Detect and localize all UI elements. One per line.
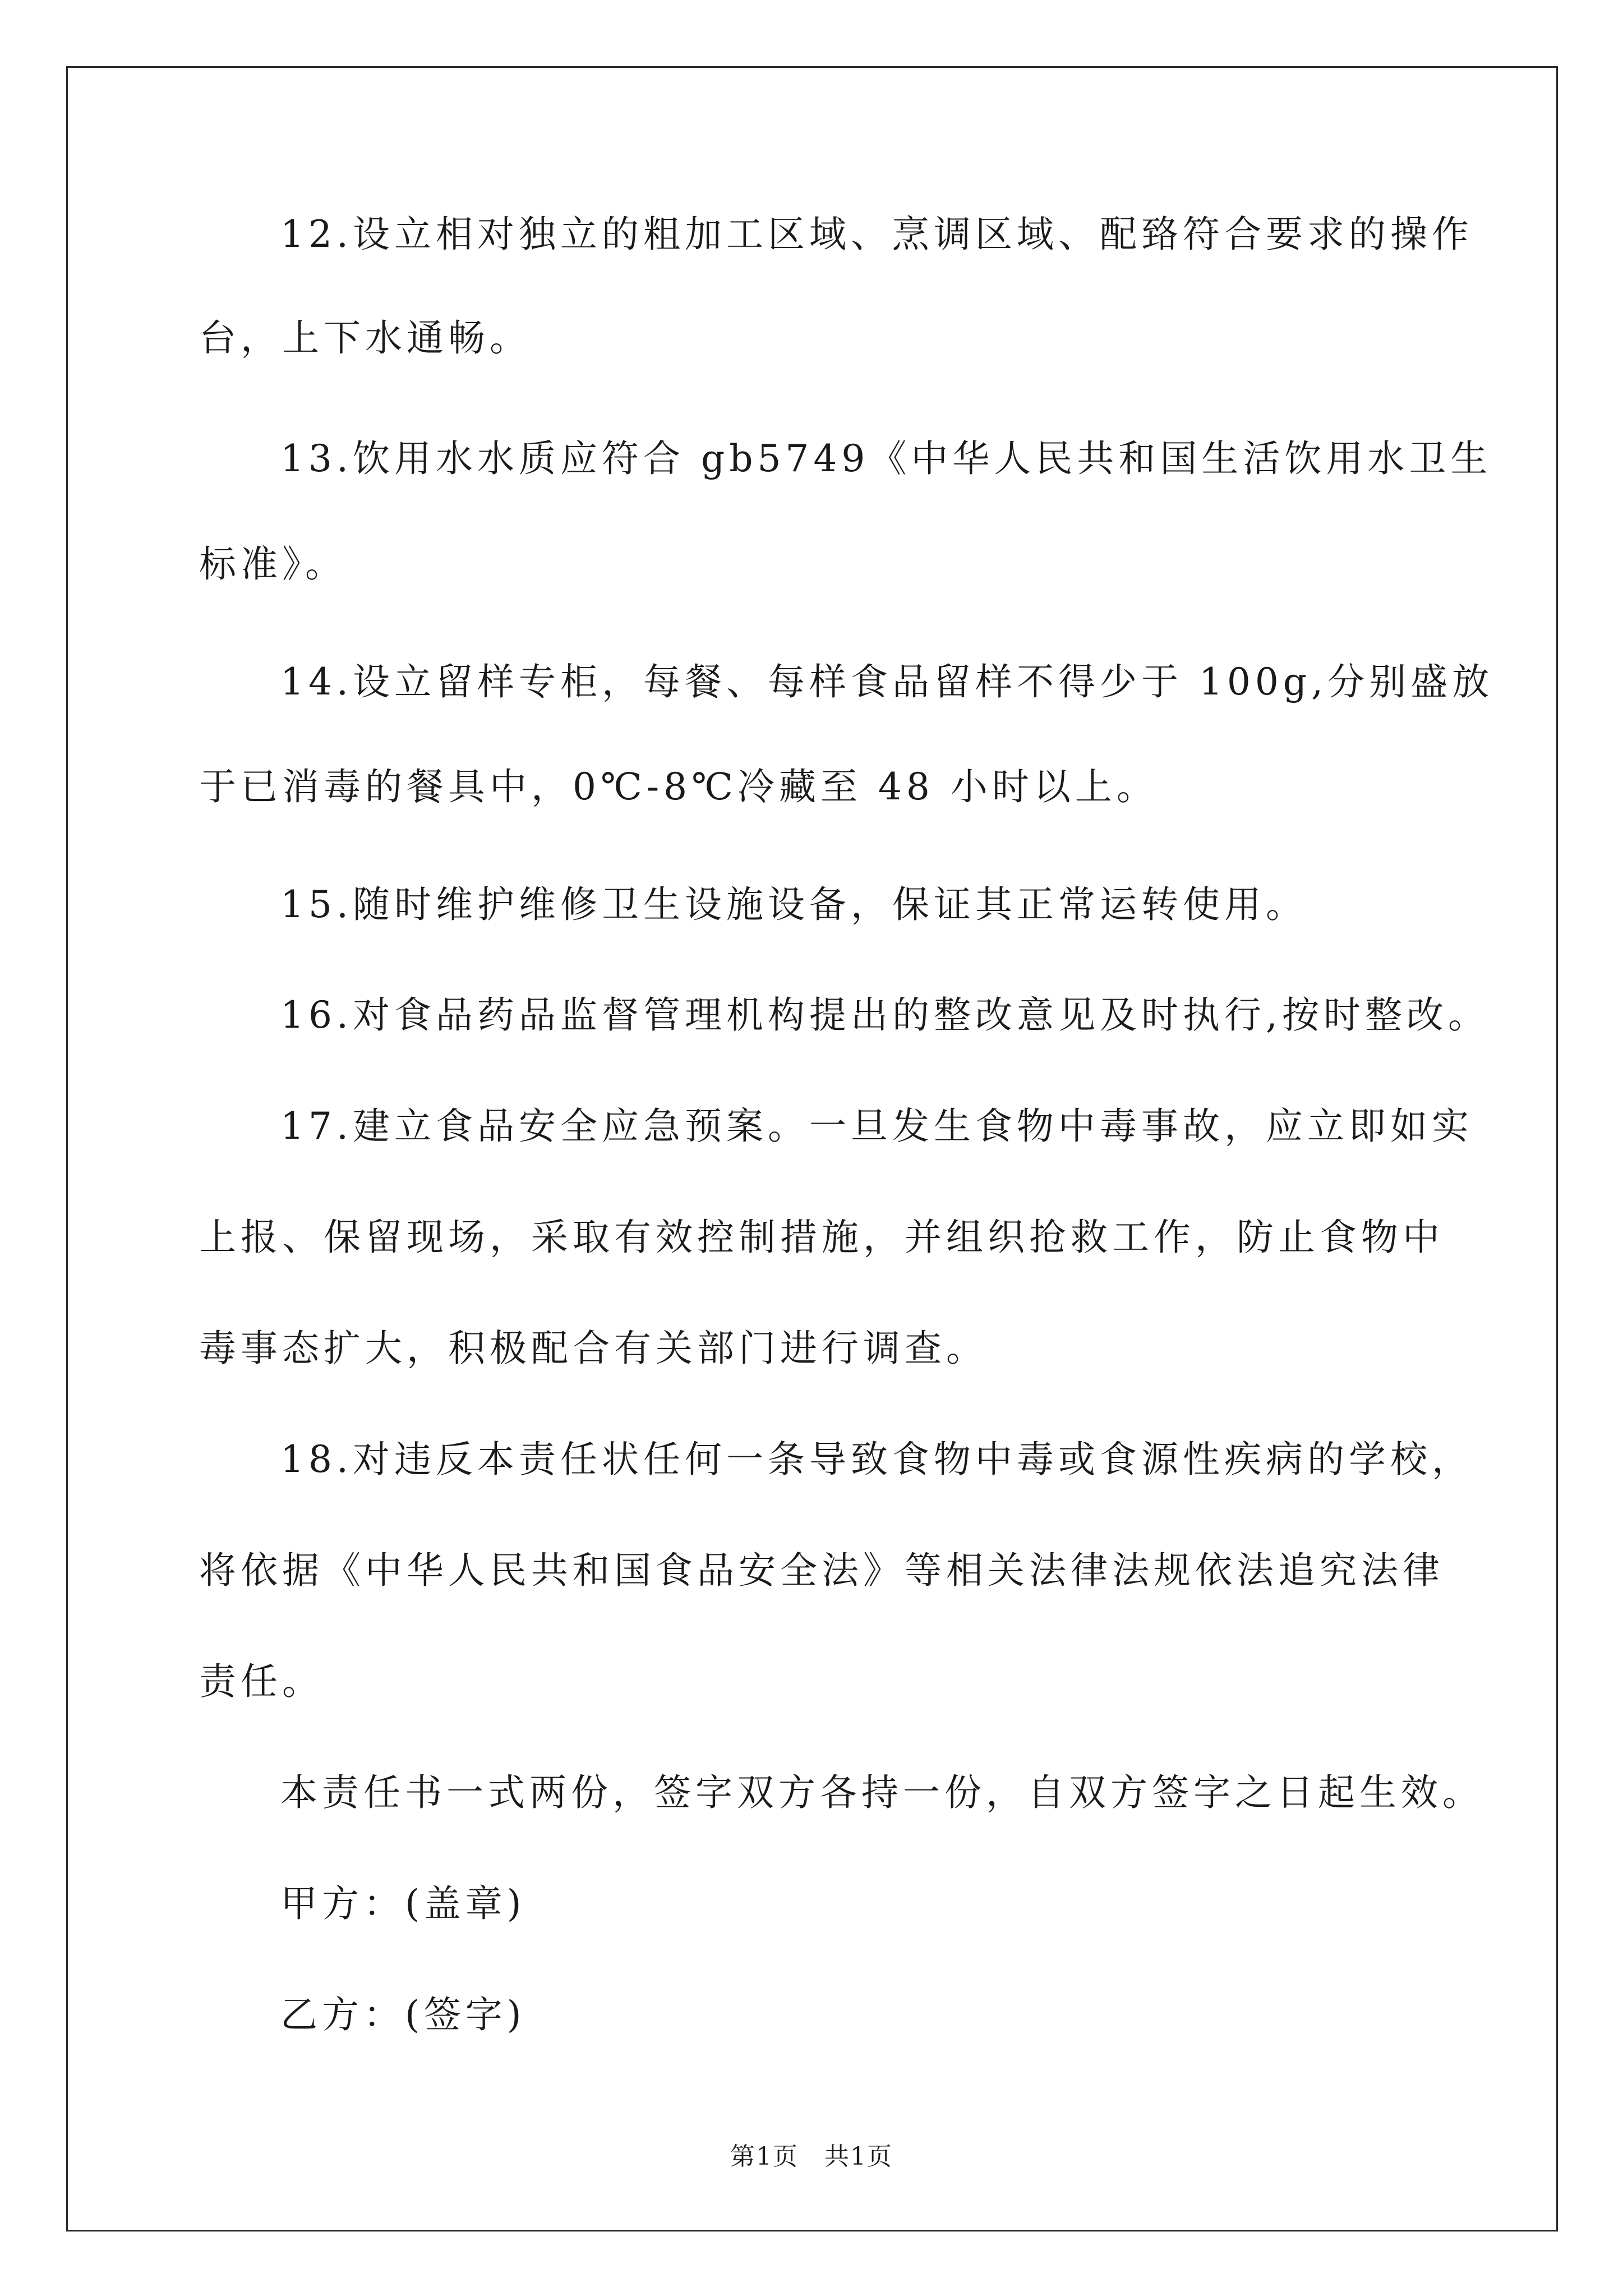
- paragraph-17-line-2: 上报、保留现场，采取有效控制措施，并组织抢救工作，防止食物中: [199, 1216, 1444, 1259]
- paragraph-14-line-2: 于已消毒的餐具中，0℃-8℃冷藏至 48 小时以上。: [199, 765, 1158, 808]
- paragraph-18-line-2: 将依据《中华人民共和国食品安全法》等相关法律法规依法追究法律: [199, 1549, 1444, 1592]
- paragraph-12-line-1: 12.设立相对独立的粗加工区域、烹调区域、配臵符合要求的操作: [280, 213, 1473, 256]
- paragraph-13-line-1: 13.饮用水水质应符合 gb5749《中华人民共和国生活饮用水卫生: [280, 437, 1492, 480]
- paragraph-17-line-1: 17.建立食品安全应急预案。一旦发生食物中毒事故，应立即如实: [280, 1105, 1473, 1148]
- paragraph-17-line-3: 毒事态扩大，积极配合有关部门进行调查。: [199, 1327, 988, 1370]
- party-b-signature-line: 乙方：(签字): [280, 1993, 526, 2036]
- paragraph-13-line-2: 标准》。: [199, 542, 347, 586]
- party-a-signature-line: 甲方：(盖章): [280, 1882, 526, 1925]
- page-number: 第1页 共1页: [730, 2142, 893, 2171]
- paragraph-18-line-3: 责任。: [199, 1660, 324, 1703]
- paragraph-14-line-1: 14.设立留样专柜，每餐、每样食品留样不得少于 100g,分别盛放: [280, 660, 1494, 703]
- paragraph-18-line-1: 18.对违反本责任状任何一条导致食物中毒或食源性疾病的学校，: [280, 1438, 1473, 1481]
- paragraph-12-line-2: 台，上下水通畅。: [199, 316, 531, 360]
- validity-statement: 本责任书一式两份，签字双方各持一份，自双方签字之日起生效。: [280, 1771, 1484, 1814]
- paragraph-15-line-1: 15.随时维护维修卫生设施设备，保证其正常运转使用。: [280, 883, 1307, 926]
- paragraph-16-line-1: 16.对食品药品监督管理机构提出的整改意见及时执行,按时整改。: [280, 993, 1490, 1037]
